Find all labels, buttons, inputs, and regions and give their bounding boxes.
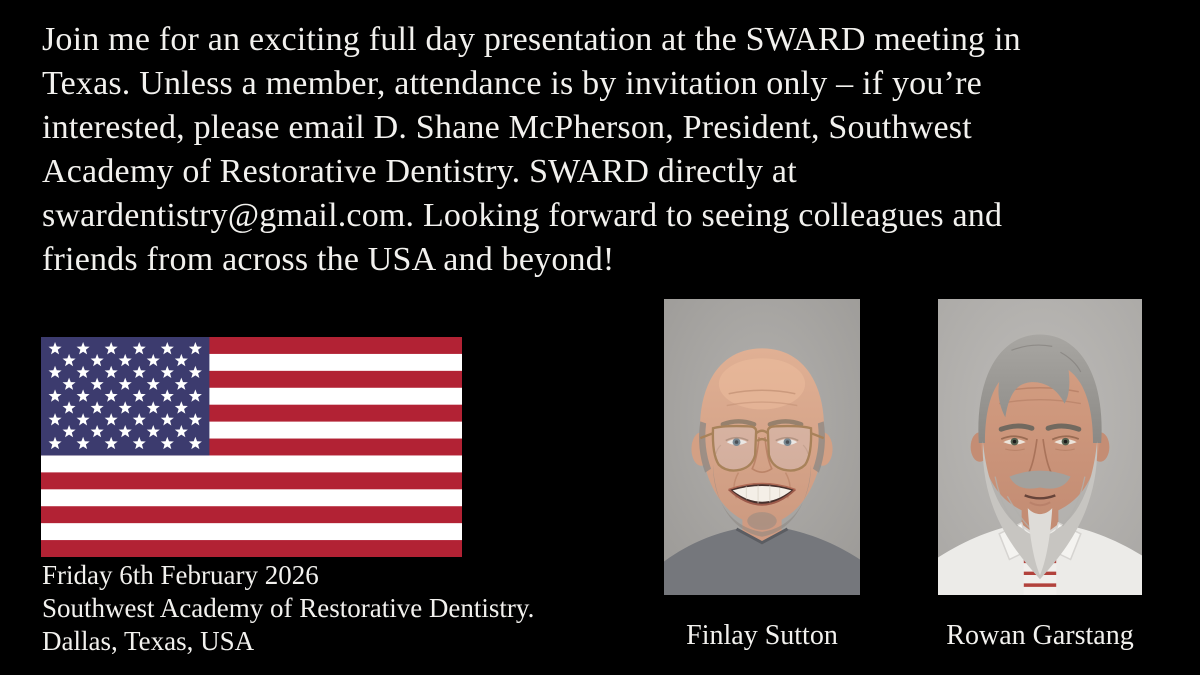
rowan-garstang-photo xyxy=(938,299,1142,595)
event-location: Dallas, Texas, USA xyxy=(42,626,255,656)
speaker-caption-finlay: Finlay Sutton xyxy=(686,620,838,651)
speaker-caption-rowan: Rowan Garstang xyxy=(946,620,1134,651)
rowan-garstang-portrait-graphic xyxy=(938,299,1142,595)
finlay-sutton-portrait-graphic xyxy=(664,299,860,595)
event-date: Friday 6th February 2026 xyxy=(42,560,319,590)
intro-line: Academy of Restorative Dentistry. SWARD directly at xyxy=(42,153,797,190)
finlay-sutton-photo xyxy=(664,299,860,595)
us-flag xyxy=(41,337,462,557)
event-details xyxy=(42,559,534,658)
intro-paragraph xyxy=(42,18,1021,282)
intro-line: swardentistry@gmail.com. Looking forward to seeing colleagues and xyxy=(42,197,1003,234)
intro-line: interested, please email D. Shane McPherson, President, Southwest xyxy=(42,109,972,146)
intro-line: friends from across the USA and beyond! xyxy=(42,241,615,278)
intro-line: Texas. Unless a member, attendance is by invitation only – if you’re xyxy=(42,65,982,102)
intro-line: Join me for an exciting full day presentation at the SWARD meeting in xyxy=(42,21,1021,58)
event-organisation: Southwest Academy of Restorative Dentistry. xyxy=(42,593,535,623)
us-flag-graphic xyxy=(41,337,462,557)
